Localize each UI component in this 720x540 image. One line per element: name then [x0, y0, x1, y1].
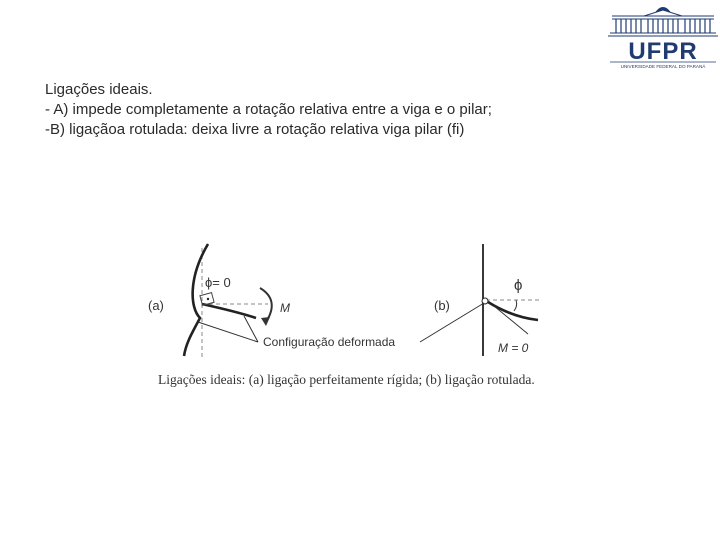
label-a: (a): [148, 298, 164, 313]
figure-caption: Ligações ideais: (a) ligação perfeitamente rígida; (b) ligação rotulada.: [158, 372, 535, 387]
deformed-configuration-label: Configuração deformada: [263, 335, 396, 349]
moment-zero-label: M = 0: [498, 341, 529, 355]
text-line-b: -B) ligaçãoa rotulada: deixa livre a rotação relativa viga pilar (fi): [45, 121, 465, 138]
phi-label-b: ϕ: [514, 277, 523, 294]
text-line-a: - A) impede completamente a rotação relativa entre a viga e o pilar;: [45, 101, 492, 118]
slide-text: [45, 80, 492, 140]
ufpr-subtitle: UNIVERSIDADE FEDERAL DO PARANÁ: [620, 64, 706, 69]
connections-figure: [148, 238, 618, 398]
ufpr-logo: [606, 2, 720, 70]
text-line-title: Ligações ideais.: [45, 81, 153, 98]
moment-label-a: M: [280, 301, 290, 315]
ufpr-wordmark: UFPR: [628, 38, 698, 65]
university-building-icon: [608, 8, 718, 37]
phi-zero-label: ϕ= 0: [205, 275, 231, 290]
label-b: (b): [434, 298, 450, 313]
